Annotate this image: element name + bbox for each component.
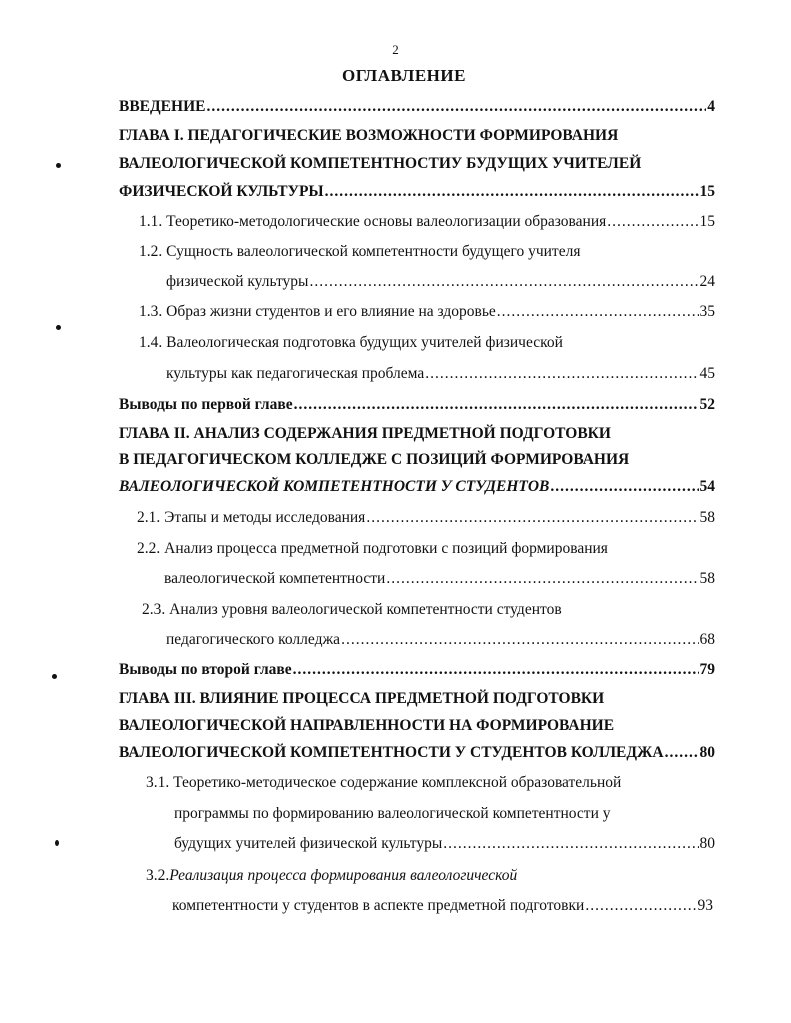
entry-page: 68 [699,631,715,648]
dot-leader [386,570,698,588]
entry-page: 4 [707,98,715,115]
toc-entry-1-2-line-1[interactable]: 1.2. Сущность валеологической компетентности будущего учителя [139,243,581,260]
entry-page: 45 [699,365,715,382]
entry-text: физической культуры [166,273,309,290]
entry-page: 15 [699,183,715,200]
toc-entry-2-2[interactable] [164,570,715,588]
dot-leader [425,365,698,383]
chapter-3-heading-line-1[interactable]: ГЛАВА III. ВЛИЯНИЕ ПРОЦЕССА ПРЕДМЕТНОЙ ПОДГОТОВКИ [119,690,605,707]
entry-text: Выводы по второй главе [119,661,292,678]
entry-text: педагогического колледжа [166,631,341,648]
toc-entry-intro[interactable] [119,98,715,116]
entry-text: ВВЕДЕНИЕ [119,98,206,115]
chapter-1-heading-line-2[interactable]: ВАЛЕОЛОГИЧЕСКОЙ КОМПЕТЕНТНОСТИУ БУДУЩИХ УЧИТЕЛЕЙ [119,155,642,172]
entry-text: ФИЗИЧЕСКОЙ КУЛЬТУРЫ [119,183,324,200]
dot-leader [206,98,706,116]
entry-page: 79 [699,661,715,678]
entry-page: 93 [697,897,713,914]
dot-leader [325,183,699,201]
dot-leader [497,303,699,321]
toc-entry-conclusions-2[interactable] [119,661,715,679]
toc-entry-1-2[interactable] [166,273,715,291]
page-number: 2 [392,42,399,57]
toc-entry-conclusions-1[interactable] [119,396,715,414]
entry-text: валеологической компетентности [164,570,386,587]
dot-leader [550,478,698,496]
toc-entry-chapter-2[interactable] [119,478,715,496]
entry-page: 58 [699,570,715,587]
toc-entry-3-2[interactable] [172,897,713,915]
entry-number: 3.2. [146,867,170,884]
toc-entry-2-3[interactable] [166,631,715,649]
toc-entry-3-1-line-1[interactable]: 3.1. Теоретико-методическое содержание комплексной образовательной [146,774,622,791]
entry-page: 80 [699,835,715,852]
entry-text: компетентности у студентов в аспекте предметной подготовки [172,897,585,914]
dot-leader [585,897,696,915]
dot-leader [341,631,698,649]
dot-leader [607,213,698,231]
toc-entry-1-1[interactable] [139,213,715,231]
entry-text: будущих учителей физической культуры [174,835,443,852]
scan-mark [52,674,57,679]
entry-text: Выводы по первой главе [119,396,293,413]
entry-text: 1.3. Образ жизни студентов и его влияние на здоровье [139,303,496,320]
entry-page: 54 [699,478,715,495]
chapter-3-heading-line-2[interactable]: ВАЛЕОЛОГИЧЕСКОЙ НАПРАВЛЕННОСТИ НА ФОРМИРОВАНИЕ [119,717,615,734]
entry-page: 35 [699,303,715,320]
entry-page: 58 [699,509,715,526]
toc-title: ОГЛАВЛЕНИЕ [342,66,466,85]
dot-leader [309,273,698,291]
toc-entry-1-4-line-1[interactable]: 1.4. Валеологическая подготовка будущих учителей физической [139,334,563,351]
toc-entry-3-2-line-1[interactable] [146,867,517,885]
entry-text: ВАЛЕОЛОГИЧЕСКОЙ КОМПЕТЕНТНОСТИ У СТУДЕНТОВ [119,478,550,495]
scan-mark [56,325,61,330]
toc-entry-2-2-line-1[interactable]: 2.2. Анализ процесса предметной подготовки с позиций формирования [137,540,608,557]
toc-entry-1-3[interactable] [139,303,715,321]
scan-mark [55,840,59,846]
chapter-2-heading-line-2[interactable]: В ПЕДАГОГИЧЕСКОМ КОЛЛЕДЖЕ С ПОЗИЦИЙ ФОРМИРОВАНИЯ [119,451,630,468]
entry-text: Реализация процесса формирования валеологической [169,867,518,884]
entry-page: 80 [699,744,715,761]
toc-entry-1-4[interactable] [166,365,715,383]
entry-page: 24 [699,273,715,290]
toc-entry-2-3-line-1[interactable]: 2.3. Анализ уровня валеологической компетентности студентов [142,601,562,618]
toc-entry-chapter-3[interactable] [119,744,715,762]
scan-mark [56,163,61,168]
toc-entry-3-1-line-2[interactable]: программы по формированию валеологической компетентности у [174,805,611,822]
dot-leader [294,396,699,414]
entry-text: 2.1. Этапы и методы исследования [137,509,366,526]
entry-text: культуры как педагогическая проблема [166,365,425,382]
toc-entry-chapter-1[interactable] [119,183,715,201]
chapter-1-heading-line-1[interactable]: ГЛАВА I. ПЕДАГОГИЧЕСКИЕ ВОЗМОЖНОСТИ ФОРМИРОВАНИЯ [119,127,619,144]
dot-leader [665,744,699,762]
entry-text: 1.1. Теоретико-методологические основы валеологизации образования [139,213,607,230]
toc-entry-2-1[interactable] [137,509,715,527]
dot-leader [443,835,698,853]
entry-page: 15 [699,213,715,230]
chapter-2-heading-line-1[interactable]: ГЛАВА II. АНАЛИЗ СОДЕРЖАНИЯ ПРЕДМЕТНОЙ ПОДГОТОВКИ [119,425,611,442]
entry-text: ВАЛЕОЛОГИЧЕСКОЙ КОМПЕТЕНТНОСТИ У СТУДЕНТОВ КОЛЛЕДЖА [119,744,664,761]
dot-leader [293,661,699,679]
dot-leader [366,509,698,527]
entry-page: 52 [699,396,715,413]
toc-entry-3-1[interactable] [174,835,715,853]
